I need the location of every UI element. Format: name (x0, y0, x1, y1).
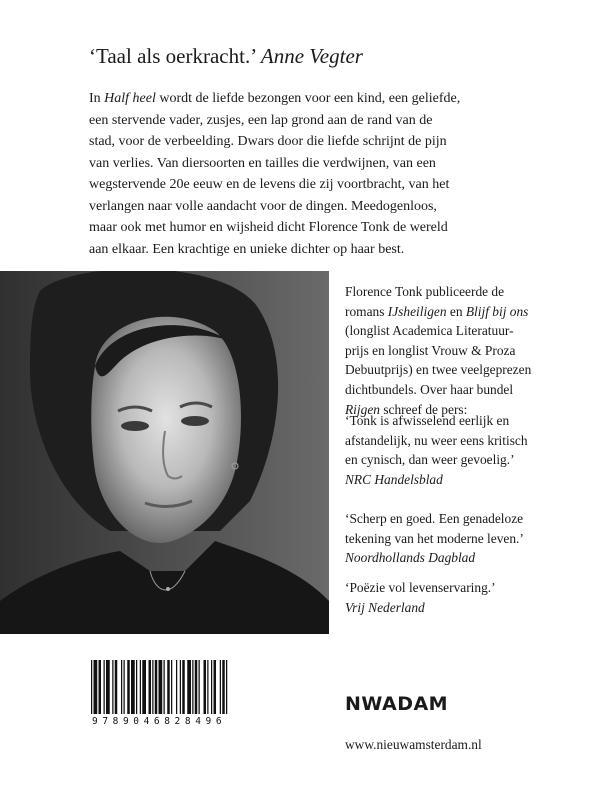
quote-line: ‘Poëzie vol levenservaring.’ (345, 580, 496, 595)
barcode-bar (180, 660, 181, 714)
poetry-title: Rijgen (345, 401, 380, 417)
barcode-bar (140, 660, 141, 714)
barcode-bar (155, 660, 158, 714)
bio-line: Florence Tonk publiceerde de (345, 284, 505, 299)
bio-line: (longlist Academica Literatuur- (345, 323, 514, 339)
blurb-paragraph (89, 88, 529, 260)
quote-source: Vrij Nederland (345, 599, 425, 615)
quote-line: tekening van het moderne leven.’ (345, 530, 524, 546)
barcode-bar (192, 660, 193, 714)
quote-line: en cynisch, dan weer gevoelig.’ (345, 452, 515, 468)
barcode-bar (220, 660, 221, 714)
barcode-bar (94, 660, 98, 714)
novel-title: IJsheiligen (387, 303, 447, 319)
author-bio (345, 282, 585, 419)
barcode-bar (112, 660, 113, 714)
author-photo (0, 271, 329, 634)
bio-line: dichtbundels. Over haar bundel (345, 381, 514, 397)
quote-line: afstandelijk, nu weer eens kritisch (345, 432, 528, 448)
barcode-bar (142, 660, 146, 714)
barcode-bar (124, 660, 125, 714)
quote-source: Noordhollands Dagblad (345, 550, 476, 566)
barcode-bar (164, 660, 165, 714)
barcode-bar (99, 660, 102, 714)
isbn-number: 9789046828496 (92, 716, 272, 727)
press-quote (345, 411, 585, 489)
barcode-bar (152, 660, 153, 714)
isbn-barcode (89, 660, 273, 760)
bio-text: en (446, 303, 466, 319)
barcode-bar (167, 660, 170, 714)
barcode-bar (115, 660, 118, 714)
publisher-website[interactable]: www.nieuwamsterdam.nl (345, 737, 482, 752)
quote-source: NRC Handelsblad (345, 471, 443, 487)
author-portrait-illustration (0, 271, 329, 634)
book-title: Half heel (104, 91, 156, 106)
headline-quote-text: ‘Taal als oerkracht.’ (89, 44, 256, 68)
quote-line: ‘Tonk is afwisselend eerlijk en (345, 413, 510, 428)
blurb-text: In (89, 91, 105, 106)
blurb-text: wordt de liefde bezongen voor een kind, een geliefde, (155, 91, 461, 106)
barcode-bar (104, 660, 105, 714)
barcode-bar (211, 660, 212, 714)
barcode-bar (199, 660, 200, 714)
blurb-line (89, 88, 529, 110)
barcode-bar (127, 660, 130, 714)
blurb-line: aan elkaar. Een krachtige en unieke dichter op haar best. (89, 241, 405, 257)
publisher-logo: NWADAM (345, 693, 449, 715)
press-quote (345, 578, 585, 617)
barcode-bar (204, 660, 207, 714)
barcode-bar (136, 660, 137, 714)
blurb-line: verlangen naar volle aandacht voor de dingen. Meedogenloos, (89, 198, 437, 214)
barcode-bar (214, 660, 217, 714)
barcode-bar (207, 660, 208, 714)
blurb-line: maar ook met humor en wijsheid dicht Florence Tonk de wereld (89, 220, 448, 235)
barcode-bars (89, 660, 273, 760)
bio-line: prijs en longlist Vrouw & Proza (345, 342, 516, 358)
barcode-bar (159, 660, 163, 714)
bio-text: romans (345, 303, 388, 319)
blurb-line: van verlies. Van diersoorten en tailles die verdwijnen, van een (89, 155, 436, 171)
barcode-bar (91, 660, 92, 714)
barcode-bar (121, 660, 122, 714)
bio-text: schreef de pers: (379, 401, 468, 417)
barcode-bar (226, 660, 227, 714)
headline-quote (89, 43, 363, 69)
barcode-bar (149, 660, 152, 714)
barcode-bar (171, 660, 172, 714)
barcode-bar (106, 660, 110, 714)
barcode-bar (131, 660, 135, 714)
blurb-line: stad, voor de verbeelding. Dwars door die liefde schrijnt de pijn (89, 134, 447, 149)
bio-line (345, 302, 585, 322)
headline-author: Anne Vegter (260, 44, 363, 68)
blurb-line: wegstervende 20e eeuw en de levens die zij voortbracht, van het (89, 177, 450, 192)
press-quote (345, 509, 585, 568)
novel-title: Blijf bij ons (465, 303, 529, 319)
barcode-bar (222, 660, 225, 714)
barcode-bar (187, 660, 191, 714)
blurb-line: een stervende vader, zusjes, een lap grond aan de rand van de (89, 112, 433, 128)
quote-line: ‘Scherp en goed. Een genadeloze (345, 511, 524, 526)
barcode-bar (182, 660, 185, 714)
barcode-bar (176, 660, 177, 714)
barcode-bar (195, 660, 198, 714)
bio-line: Debuutprijs) en twee veelgeprezen (345, 362, 532, 378)
